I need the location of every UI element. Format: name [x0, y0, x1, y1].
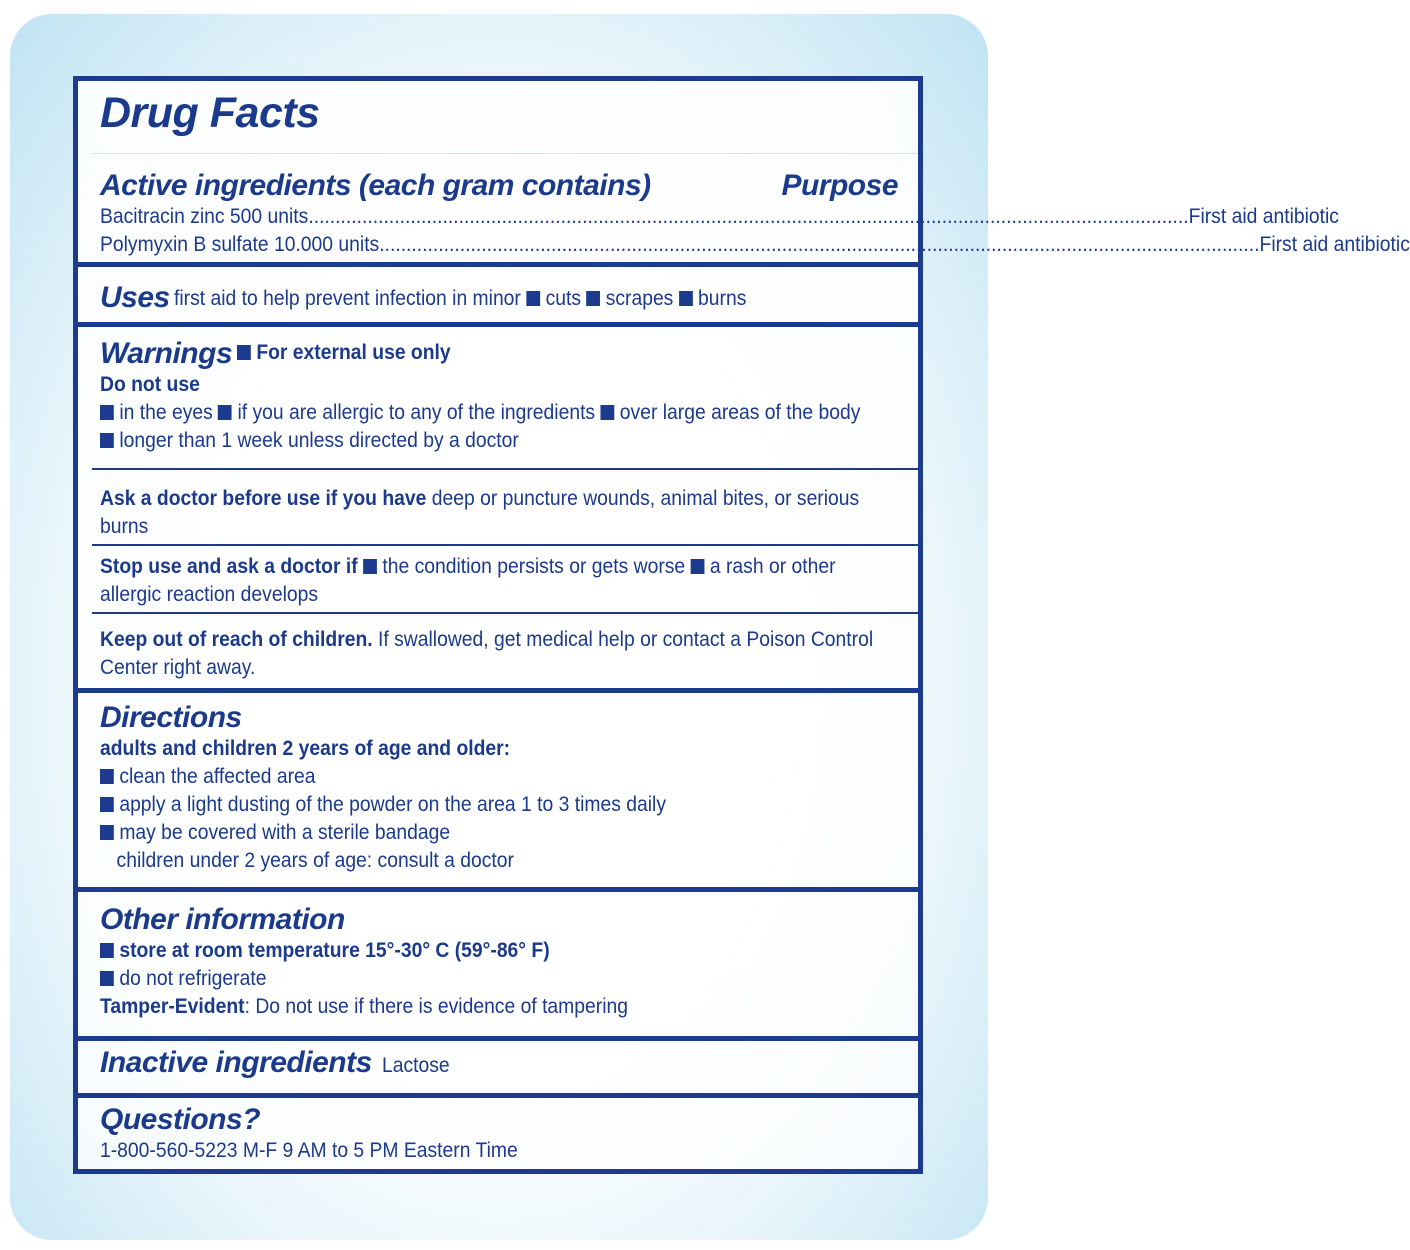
section-rule — [78, 1036, 918, 1041]
do-not-use-line: in the eyes if you are allergic to any of the ingredients over large areas of the body — [100, 399, 834, 427]
ask-doctor-line: Ask a doctor before use if you have deep or puncture wounds, animal bites, or serious — [100, 487, 860, 510]
ingredient-row — [100, 203, 1339, 231]
directions-audience: adults and children 2 years of age and older: — [100, 737, 511, 760]
ingredient-name: Bacitracin zinc 500 units — [100, 205, 309, 228]
divider — [92, 544, 918, 546]
stop-use-section — [78, 553, 918, 609]
divider — [92, 153, 918, 154]
storage-line: store at room temperature 15°-30° C (59°-86° F) — [100, 937, 834, 965]
ask-doctor-line: burns — [100, 515, 149, 538]
storage-line: do not refrigerate — [100, 965, 834, 993]
questions-phone: 1-800-560-5223 M-F 9 AM to 5 PM Eastern Time — [100, 1139, 518, 1162]
bullet-square-icon — [100, 825, 114, 840]
purpose-heading: Purpose — [781, 169, 898, 202]
ingredient-purpose: First aid antibiotic — [1188, 205, 1339, 228]
section-rule — [78, 1093, 918, 1098]
directions-step: clean the affected area — [100, 763, 834, 791]
bullet-square-icon — [691, 559, 705, 574]
ingredient-name: Polymyxin B sulfate 10.000 units — [100, 233, 380, 256]
questions-section — [78, 1103, 918, 1165]
external-use-text: For external use only — [237, 339, 451, 367]
questions-heading: Questions? — [100, 1103, 261, 1136]
bullet-square-icon — [679, 291, 693, 306]
stop-use-line: allergic reaction develops — [100, 583, 319, 606]
active-ingredients-section — [78, 169, 1410, 259]
divider — [92, 612, 918, 614]
directions-step: apply a light dusting of the powder on the area 1 to 3 times daily — [100, 791, 834, 819]
drug-facts-panel — [73, 76, 1410, 1174]
ingredient-row — [100, 231, 1410, 259]
section-rule — [78, 322, 918, 327]
do-not-use-heading: Do not use — [100, 373, 200, 396]
ingredient-purpose: First aid antibiotic — [1259, 233, 1410, 256]
keep-out-line: Center right away. — [100, 656, 256, 679]
bullet-square-icon — [100, 797, 114, 812]
bullet-square-icon — [218, 405, 232, 420]
inactive-ingredients-heading: Inactive ingredients — [100, 1046, 372, 1079]
keep-out-section — [78, 626, 918, 682]
bullet-square-icon — [100, 433, 114, 448]
drug-facts-header — [78, 89, 918, 138]
bullet-square-icon — [587, 291, 601, 306]
ask-doctor-section — [78, 485, 918, 541]
inactive-ingredients-section — [78, 1046, 918, 1080]
warnings-heading: Warnings — [100, 337, 233, 370]
tamper-line: Tamper-Evident: Do not use if there is evidence of tampering — [100, 995, 628, 1018]
section-rule — [78, 688, 918, 693]
stop-use-line: Stop use and ask a doctor if the condition persists or gets worse a rash or other — [100, 555, 836, 578]
bullet-square-icon — [526, 291, 540, 306]
uses-heading: Uses — [100, 281, 170, 314]
active-ingredients-heading: Active ingredients (each gram contains) — [100, 169, 651, 202]
directions-step: may be covered with a sterile bandage — [100, 819, 834, 847]
section-rule — [78, 262, 918, 267]
bullet-square-icon — [363, 559, 377, 574]
page-title: Drug Facts — [100, 89, 320, 137]
leader-dots: .................................................................................................................................................................... — [379, 233, 1260, 256]
bullet-square-icon — [237, 345, 251, 360]
directions-heading: Directions — [100, 701, 242, 734]
bullet-square-icon — [100, 971, 114, 986]
other-info-section — [78, 903, 918, 1021]
bullet-square-icon — [100, 405, 114, 420]
bullet-square-icon — [100, 943, 114, 958]
leader-dots: .................................................................................................................................................................... — [308, 205, 1189, 228]
divider — [92, 468, 918, 470]
directions-section — [78, 701, 918, 875]
warnings-section — [78, 337, 918, 455]
inactive-ingredients-text: Lactose — [382, 1054, 450, 1077]
section-rule — [78, 887, 918, 892]
do-not-use-line: longer than 1 week unless directed by a doctor — [100, 427, 834, 455]
other-info-heading: Other information — [100, 903, 345, 936]
bullet-square-icon — [600, 405, 614, 420]
uses-section — [78, 281, 918, 315]
directions-children: children under 2 years of age: consult a doctor — [116, 849, 514, 872]
uses-text: first aid to help prevent infection in minor cuts scrapes burns — [174, 287, 747, 310]
bullet-square-icon — [100, 769, 114, 784]
keep-out-line: Keep out of reach of children. If swallowed, get medical help or contact a Poison Control — [100, 628, 874, 651]
